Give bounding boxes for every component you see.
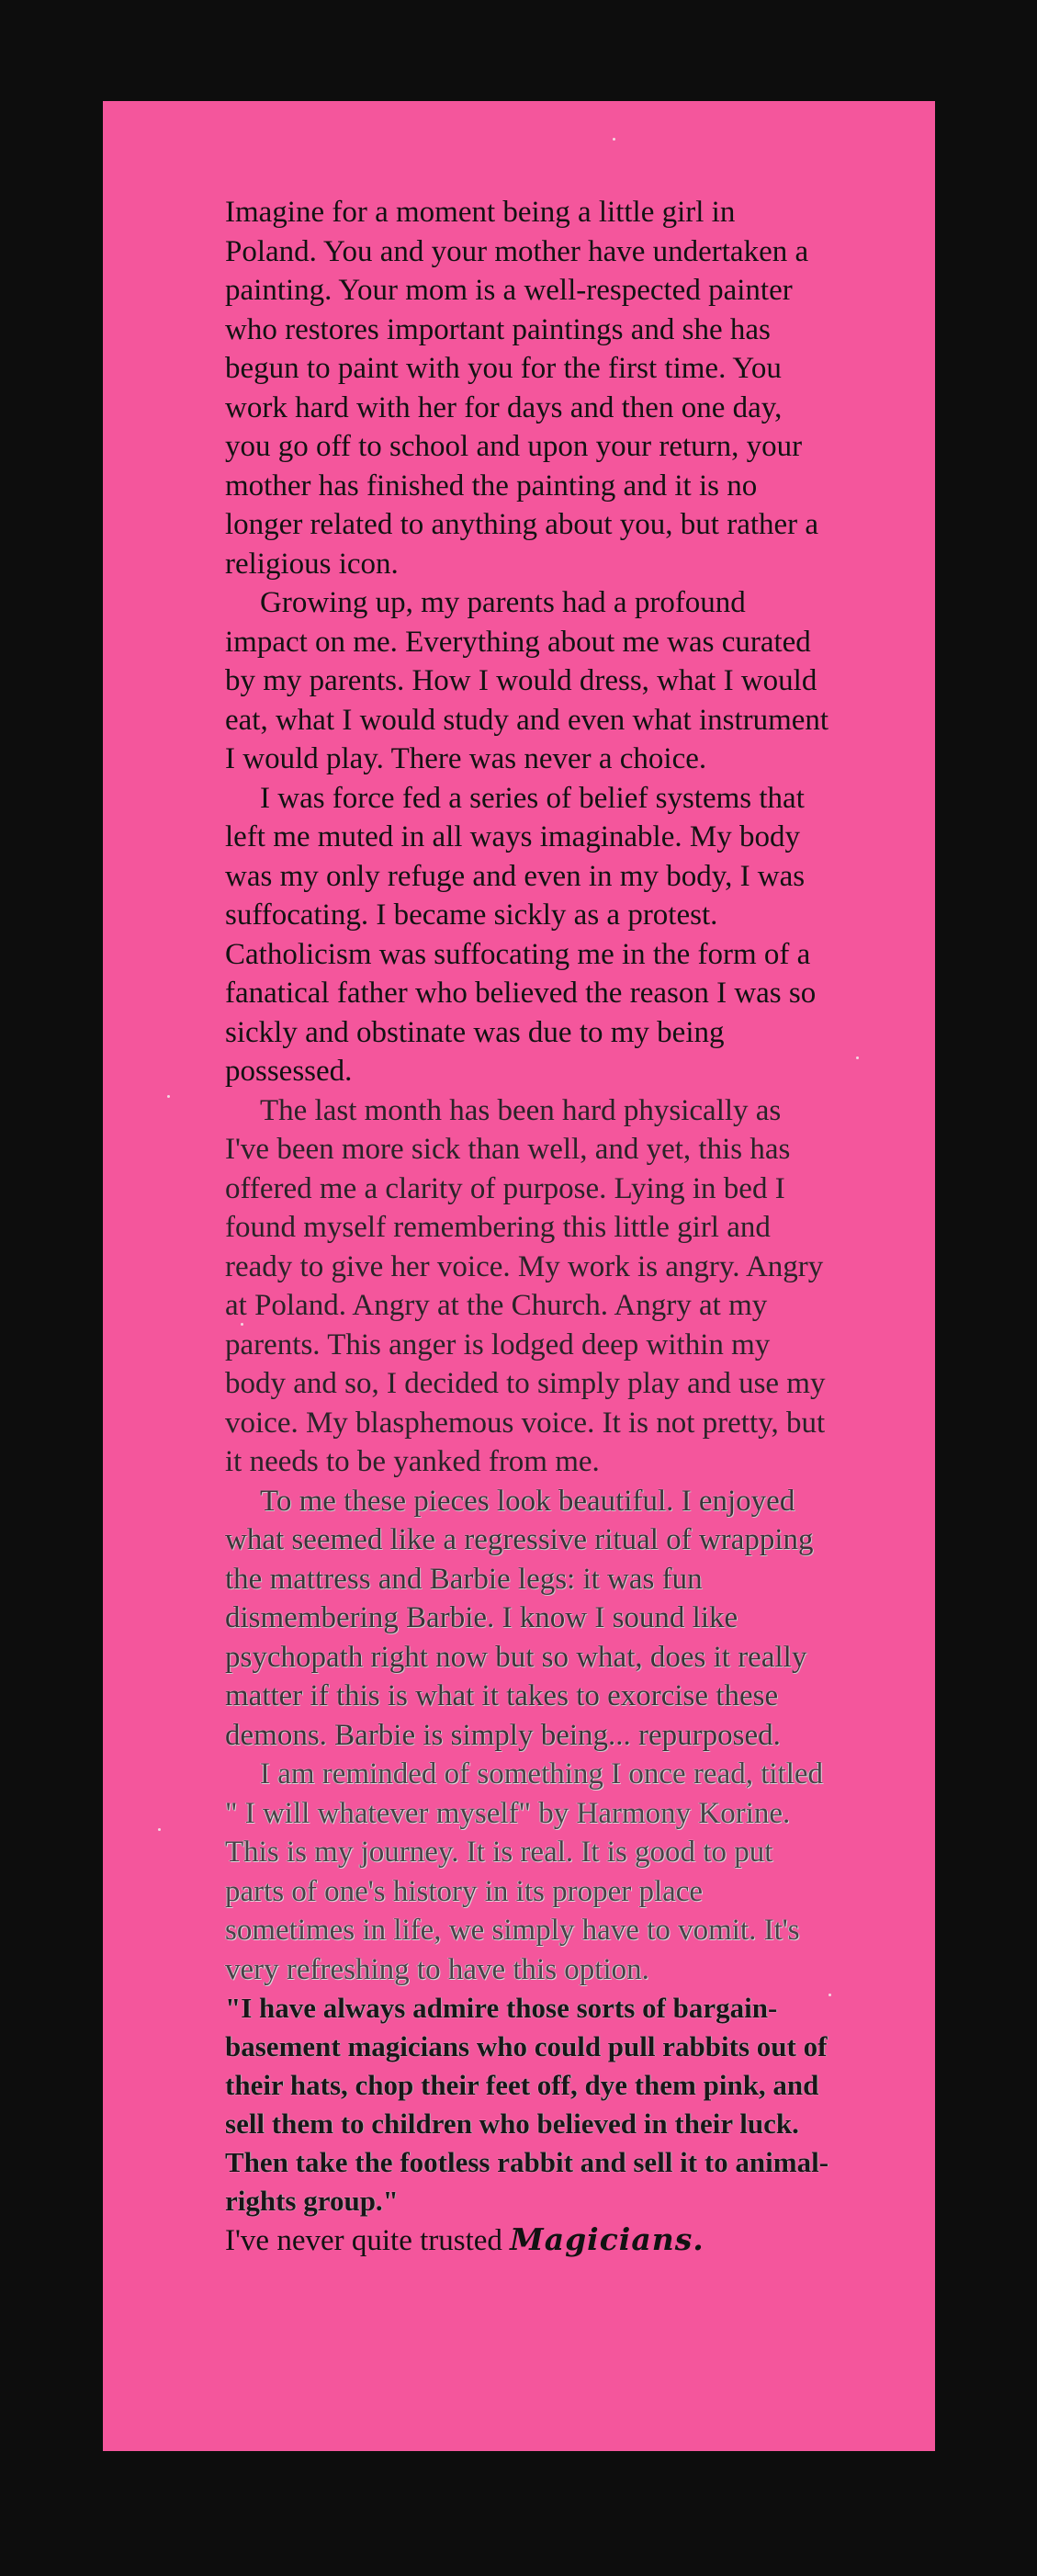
paragraph-3: I was force fed a series of belief systems that left me muted in all ways imaginable. My body was my only refuge and even in my body, I was suffocating. I became sickly as a protest. Catholicism was suffocating me in the form of a fanatical father who believed the reason I was so sickly and obstinate was due to my being possessed.	[225, 781, 817, 1088]
dust-speck	[167, 1095, 170, 1098]
paragraph-2: Growing up, my parents had a profound impact on me. Everything about me was curated by my parents. How I would dress, what I would eat, what I would study and even what instrument I would play. There was never a choice.	[225, 586, 829, 775]
paragraph-1: Imagine for a moment being a little girl in Poland. You and your mother have undertaken a painting. Your mom is a well-respected painter who restores important paintings and she has begun to paint with you for the first time. You work hard with her for days and then one day, you go off to school and upon your return, your mother has finished the painting and it is no longer related to anything about you, but rather a religious icon.	[225, 196, 819, 581]
paragraph-4: The last month has been hard physically as I've been more sick than well, and yet, this has offered me a clarity of purpose. Lying in bed I found myself remembering this little girl and ready to give her voice. My work is angry. Angry at Poland. Angry at the Church. Angry at my parents. This anger is lodged deep within my body and so, I decided to simply play and use my voice. My blasphemous voice. It is not pretty, but it needs to be yanked from me.	[225, 1093, 826, 1478]
pink-card	[103, 101, 935, 2451]
dust-speck	[241, 1323, 243, 1326]
closing-line	[225, 2220, 831, 2261]
paragraph-5: To me these pieces look beautiful. I enjoyed what seemed like a regressive ritual of wrapping the mattress and Barbie legs: it was fun dismembering Barbie. I know I sound like psychopath right now but so what, does it really matter if this is what it takes to exorcise these demons. Barbie is simply being... repurposed.	[225, 1484, 814, 1752]
dust-speck	[856, 1056, 859, 1059]
dust-speck	[158, 1828, 161, 1831]
closing-magic-word: Magicians.	[510, 2221, 704, 2257]
quote-block: "I have always admire those sorts of bargain-basement magicians who could pull rabbits out of their hats, chop their feet off, dye them pink, and sell them to children who believed in their luck. Then take the footless rabbit and sell it to animal-rights group."	[225, 1992, 829, 2217]
paragraph-6: I am reminded of something I once read, titled " I will whatever myself" by Harmony Korine. This is my journey. It is real. It is good to put parts of one's history in its proper place sometimes in life, we simply have to vomit. It's very refreshing to have this option.	[225, 1757, 824, 1986]
dust-speck	[613, 138, 615, 141]
essay-body	[225, 193, 831, 2261]
closing-prefix: I've never quite trusted	[225, 2224, 511, 2257]
dust-speck	[828, 1994, 831, 1996]
